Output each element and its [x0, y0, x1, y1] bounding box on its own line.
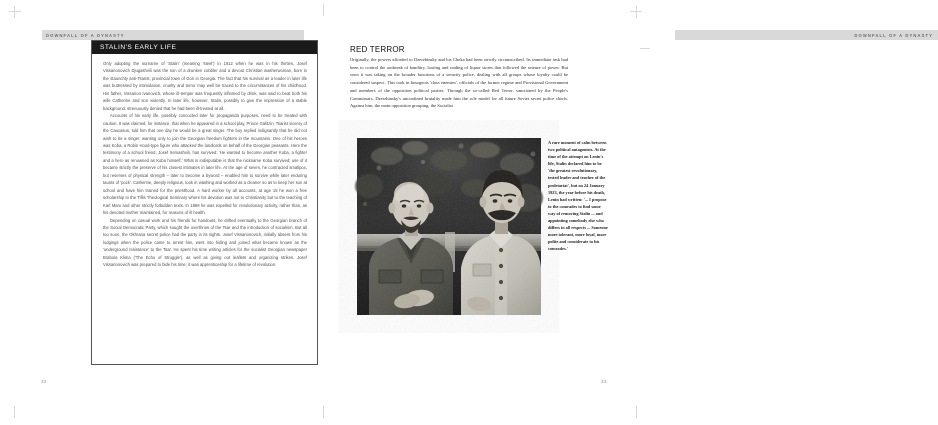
- right-running-head-text: DOWNFALL OF A DYNASTY: [854, 32, 933, 38]
- left-running-head-text: DOWNFALL OF A DYNASTY: [46, 32, 125, 38]
- photo-caption-text: A rare moment of calm between two political antagonists. At the time of the attempt on Lenin's life, Stalin declared him to be 'the greatest revolutionary, tested leader and teacher of the proletariat', but on 24 January 1923, the year before his death, Lenin had written: '... I propose to the comrades to find some way of removing Stalin ... and appointing somebody else who differs in all respects ... Someone more tolerant, more loyal, more polite and considerate to his comrades.': [548, 140, 608, 252]
- left-page-number: 32: [41, 379, 47, 384]
- feature-paragraph: Accounts of his early life, possibly concocted later for propaganda purposes, need to be treated with caution. It was claimed, for instance, that when he appeared in a school play, Prince Galitzin, Tsarist viceroy of the Caucasus, told him that one day he would be a great singer. The boy replied indignantly that he did not wish to be a singer, wanting only to join the Georgian freedom fighters in the mountains. One of his heroes was Koba, a Robin Hood-type figure who attacked the landlords on behalf of the Georgian peasants. Here the testimony of a school friend, Josef Iremashvili, has survived: 'He wanted to become another Koba, a fighter and a hero as renowned as Koba himself.' What is indisputable is that the nickname Koba survived; use of it became strictly the preserve of his closest intimates in later life. At the age of seven, he contracted smallpox, but reserves of physical strength – later to become a byword – enabled him to survive while later enduring taunts of 'pock'. Catherine, deeply religious, took in washing and worked as a cleaner so as to keep her son at school and have him trained for the priesthood. A hard worker by all accounts, at age 15 he won a free scholarship to the Tiflis Theological Seminary where his devotion was not to Christianity but to the teaching of Karl Marx and other strictly forbidden texts. In 1899 he was expelled for revolutionary activity, rather than, as his devoted mother maintained, for reasons of ill health.: [103, 113, 307, 216]
- trim-mark: [14, 6, 15, 18]
- left-running-head: [42, 30, 304, 40]
- trim-mark: [630, 11, 642, 12]
- trim-mark: [323, 4, 324, 16]
- article-body: [350, 56, 568, 110]
- feature-paragraph: Only adopting the surname of 'Stalin' (meaning 'steel') in 1912 when he was in his thirties, Josef Vissarionovich Djugashvili was the son of a drunken cobbler and a devout Christian washerwoman, born in the staunchly anti-Tsarist, provincial town of Gori in Georgia. The fact that his survival as a leader in later life was buttressed by intimidation, cruelty and terror may well be traced to the circumstances of his childhood. His father, Vissarion Ivanovich, whose ill-temper was frequently inflamed by drink, was said to beat both his wife Catherine and son violently. In later life, however, Stalin, possibly to give the impression of a stable background, strenuously denied that he had been ill-treated at all.: [103, 61, 307, 111]
- photo-caption: [548, 139, 608, 253]
- left-page: [0, 0, 325, 425]
- feature-title: STALIN'S EARLY LIFE: [100, 44, 177, 51]
- article-paragraph: Originally, the powers afforded to Dzerzhinsky and his Cheka had been strictly circumscribed. Its immediate task had been to control the outbreak of banditry, looting and raiding of liquor stores that followed the seizure of power. But soon it was taking on the broader functions of a security police, dealing with all groups whose loyalty could be considered suspect. This took in bourgeois 'class enemies', officials of the former regime and Provisional Government and members of the opposition political parties. Through the so-called Red Terror, sanctioned by the People's Commissars, Dzerzhinsky's unconfined brutality made him the role model for all future Soviet secret police chiefs. Against him, the main opposition grouping, the Socialist: [350, 57, 568, 109]
- lenin-stalin-photograph: [357, 138, 541, 315]
- feature-paragraph: Depending on casual work and his friends for handouts, he drifted eventually to the Georgian branch of the Social Democratic Party, which sought the overthrow of the Tsar and the introduction of socialism. But all too soon, the Okhrana secret police had the party in its sights. Josef Vissarionovich, initially absent from his lodgings when the police came to arrest him, went into hiding and joined what became known as the 'underground resistance' to the Tsar. He spent his time writing articles for the socialist Georgian newspaper Brabola Klima ('The Echo of Struggle'), as well as giving out leaflets and organizing strikes. Josef Vissarionovich was prepared to bide his time; it was apprenticeship for a lifetime of revolution.: [103, 217, 307, 268]
- stalin-early-life-feature-box: [91, 40, 318, 365]
- trim-mark: [636, 406, 637, 418]
- trim-mark: [323, 406, 324, 418]
- article-title-red-terror: RED TERROR: [350, 45, 405, 54]
- feature-title-bar: [92, 41, 317, 54]
- right-running-head: [675, 30, 938, 40]
- trim-mark: [640, 48, 650, 49]
- right-page-number: 33: [601, 379, 607, 384]
- trim-mark: [9, 11, 21, 12]
- trim-mark: [636, 6, 637, 18]
- trim-mark: [14, 406, 15, 418]
- feature-body: [92, 54, 317, 275]
- photo-image: [357, 138, 541, 315]
